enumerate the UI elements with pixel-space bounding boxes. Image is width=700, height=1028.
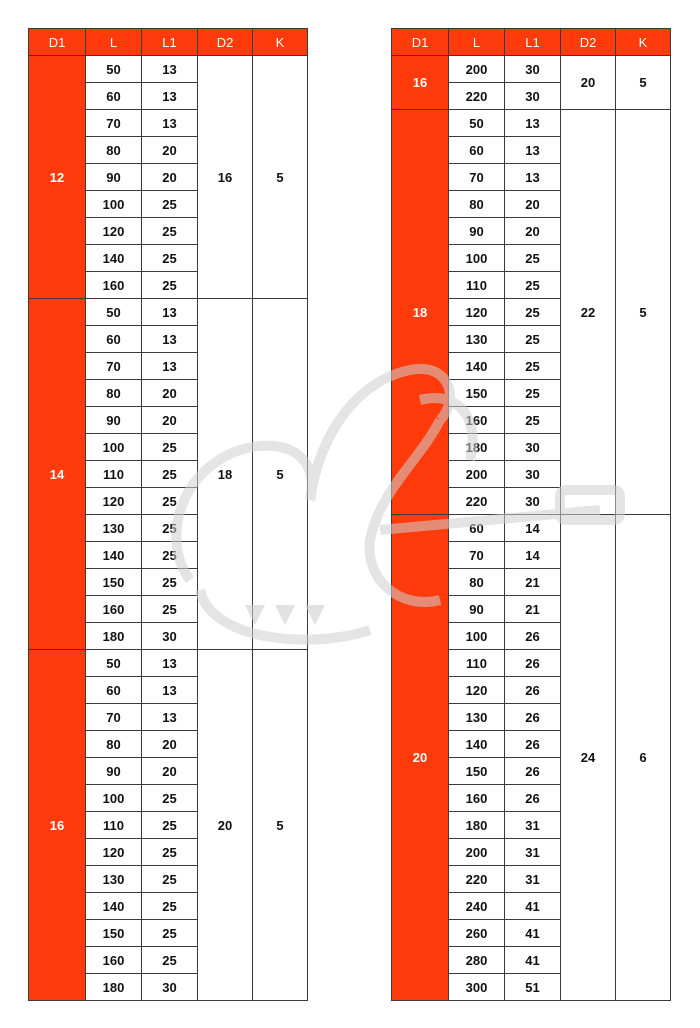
header-row <box>29 29 308 56</box>
l1-cell: 21 <box>505 569 561 596</box>
l-cell: 140 <box>86 542 142 569</box>
l1-cell: 20 <box>142 137 198 164</box>
l-cell: 110 <box>86 461 142 488</box>
l1-cell: 26 <box>505 731 561 758</box>
header-d2: D2 <box>561 29 616 56</box>
l1-cell: 25 <box>505 245 561 272</box>
l-cell: 150 <box>449 380 505 407</box>
header-k: K <box>253 29 308 56</box>
l-cell: 160 <box>449 785 505 812</box>
l1-cell: 31 <box>505 812 561 839</box>
spec-table-right <box>391 28 671 1001</box>
d2-cell: 16 <box>198 56 253 299</box>
l-cell: 180 <box>86 974 142 1001</box>
l1-cell: 25 <box>142 839 198 866</box>
l1-cell: 25 <box>505 272 561 299</box>
l-cell: 80 <box>449 191 505 218</box>
l1-cell: 13 <box>142 83 198 110</box>
l-cell: 50 <box>86 299 142 326</box>
l-cell: 90 <box>449 218 505 245</box>
l-cell: 120 <box>449 677 505 704</box>
l-cell: 70 <box>449 542 505 569</box>
l-cell: 60 <box>86 83 142 110</box>
l-cell: 140 <box>86 245 142 272</box>
l1-cell: 25 <box>142 515 198 542</box>
l1-cell: 30 <box>142 974 198 1001</box>
l1-cell: 13 <box>142 704 198 731</box>
l1-cell: 31 <box>505 866 561 893</box>
l-cell: 150 <box>449 758 505 785</box>
l1-cell: 13 <box>142 56 198 83</box>
l1-cell: 25 <box>505 299 561 326</box>
header-l: L <box>86 29 142 56</box>
l-cell: 60 <box>449 515 505 542</box>
l-cell: 130 <box>449 704 505 731</box>
l1-cell: 25 <box>142 866 198 893</box>
l1-cell: 25 <box>142 920 198 947</box>
header-row <box>392 29 671 56</box>
table-row <box>29 650 308 677</box>
table-row <box>392 515 671 542</box>
l1-cell: 26 <box>505 758 561 785</box>
l1-cell: 41 <box>505 947 561 974</box>
d1-cell: 14 <box>29 299 86 650</box>
l1-cell: 13 <box>505 164 561 191</box>
l-cell: 100 <box>86 434 142 461</box>
l1-cell: 20 <box>142 758 198 785</box>
l1-cell: 25 <box>142 461 198 488</box>
l1-cell: 30 <box>505 56 561 83</box>
l-cell: 50 <box>86 650 142 677</box>
l-cell: 140 <box>449 731 505 758</box>
l1-cell: 25 <box>505 407 561 434</box>
d2-cell: 22 <box>561 110 616 515</box>
l-cell: 120 <box>449 299 505 326</box>
l1-cell: 13 <box>505 110 561 137</box>
d1-cell: 16 <box>29 650 86 1001</box>
l-cell: 110 <box>86 812 142 839</box>
header-l1: L1 <box>505 29 561 56</box>
l1-cell: 13 <box>142 677 198 704</box>
l-cell: 80 <box>86 380 142 407</box>
l-cell: 130 <box>449 326 505 353</box>
l1-cell: 30 <box>505 461 561 488</box>
header-d2: D2 <box>198 29 253 56</box>
l1-cell: 25 <box>142 812 198 839</box>
d2-cell: 20 <box>561 56 616 110</box>
l1-cell: 13 <box>142 326 198 353</box>
l-cell: 180 <box>86 623 142 650</box>
l1-cell: 30 <box>505 83 561 110</box>
d2-cell: 24 <box>561 515 616 1001</box>
d1-cell: 16 <box>392 56 449 110</box>
l1-cell: 14 <box>505 515 561 542</box>
l1-cell: 25 <box>142 569 198 596</box>
l-cell: 110 <box>449 272 505 299</box>
l-cell: 80 <box>449 569 505 596</box>
l-cell: 130 <box>86 515 142 542</box>
l-cell: 180 <box>449 812 505 839</box>
d2-cell: 18 <box>198 299 253 650</box>
l1-cell: 41 <box>505 893 561 920</box>
l-cell: 180 <box>449 434 505 461</box>
l1-cell: 30 <box>505 488 561 515</box>
l1-cell: 25 <box>142 272 198 299</box>
l-cell: 120 <box>86 488 142 515</box>
header-l1: L1 <box>142 29 198 56</box>
l-cell: 160 <box>449 407 505 434</box>
l-cell: 100 <box>449 245 505 272</box>
table-row <box>392 56 671 83</box>
k-cell: 5 <box>253 299 308 650</box>
l-cell: 90 <box>86 407 142 434</box>
l1-cell: 25 <box>142 218 198 245</box>
l1-cell: 25 <box>142 785 198 812</box>
l-cell: 90 <box>86 164 142 191</box>
l1-cell: 26 <box>505 650 561 677</box>
l1-cell: 14 <box>505 542 561 569</box>
d1-cell: 18 <box>392 110 449 515</box>
k-cell: 5 <box>616 56 671 110</box>
l-cell: 60 <box>86 677 142 704</box>
l1-cell: 25 <box>142 488 198 515</box>
l1-cell: 25 <box>505 380 561 407</box>
table-row <box>29 56 308 83</box>
l-cell: 260 <box>449 920 505 947</box>
l-cell: 150 <box>86 569 142 596</box>
l-cell: 120 <box>86 218 142 245</box>
l1-cell: 25 <box>142 947 198 974</box>
l1-cell: 13 <box>142 353 198 380</box>
spec-table-left <box>28 28 308 1001</box>
l-cell: 100 <box>86 785 142 812</box>
l-cell: 200 <box>449 461 505 488</box>
k-cell: 5 <box>616 110 671 515</box>
l-cell: 160 <box>86 596 142 623</box>
table-row <box>392 110 671 137</box>
l-cell: 50 <box>86 56 142 83</box>
l1-cell: 25 <box>505 326 561 353</box>
l-cell: 300 <box>449 974 505 1001</box>
header-l: L <box>449 29 505 56</box>
l-cell: 200 <box>449 56 505 83</box>
k-cell: 5 <box>253 650 308 1001</box>
l-cell: 70 <box>449 164 505 191</box>
l-cell: 220 <box>449 488 505 515</box>
l1-cell: 13 <box>142 110 198 137</box>
l-cell: 220 <box>449 866 505 893</box>
d1-cell: 12 <box>29 56 86 299</box>
l-cell: 120 <box>86 839 142 866</box>
l-cell: 140 <box>86 893 142 920</box>
l1-cell: 25 <box>142 191 198 218</box>
l1-cell: 26 <box>505 704 561 731</box>
l1-cell: 26 <box>505 785 561 812</box>
l1-cell: 13 <box>142 650 198 677</box>
l-cell: 240 <box>449 893 505 920</box>
l-cell: 220 <box>449 83 505 110</box>
l1-cell: 26 <box>505 623 561 650</box>
l1-cell: 20 <box>142 731 198 758</box>
l1-cell: 25 <box>142 596 198 623</box>
header-k: K <box>616 29 671 56</box>
d2-cell: 20 <box>198 650 253 1001</box>
l-cell: 140 <box>449 353 505 380</box>
l1-cell: 25 <box>142 893 198 920</box>
l-cell: 160 <box>86 947 142 974</box>
l1-cell: 20 <box>142 380 198 407</box>
l1-cell: 20 <box>142 164 198 191</box>
l-cell: 280 <box>449 947 505 974</box>
l1-cell: 13 <box>142 299 198 326</box>
l1-cell: 20 <box>505 218 561 245</box>
l-cell: 90 <box>449 596 505 623</box>
l1-cell: 20 <box>505 191 561 218</box>
l1-cell: 25 <box>505 353 561 380</box>
l-cell: 80 <box>86 137 142 164</box>
l1-cell: 30 <box>142 623 198 650</box>
l-cell: 200 <box>449 839 505 866</box>
table-row <box>29 299 308 326</box>
l-cell: 90 <box>86 758 142 785</box>
l1-cell: 30 <box>505 434 561 461</box>
l1-cell: 13 <box>505 137 561 164</box>
l-cell: 70 <box>86 110 142 137</box>
l-cell: 60 <box>86 326 142 353</box>
l1-cell: 25 <box>142 245 198 272</box>
l-cell: 70 <box>86 704 142 731</box>
l-cell: 100 <box>86 191 142 218</box>
l-cell: 130 <box>86 866 142 893</box>
header-d1: D1 <box>392 29 449 56</box>
l-cell: 80 <box>86 731 142 758</box>
l1-cell: 21 <box>505 596 561 623</box>
l1-cell: 51 <box>505 974 561 1001</box>
l-cell: 60 <box>449 137 505 164</box>
l-cell: 70 <box>86 353 142 380</box>
l1-cell: 20 <box>142 407 198 434</box>
l1-cell: 25 <box>142 434 198 461</box>
k-cell: 6 <box>616 515 671 1001</box>
l1-cell: 31 <box>505 839 561 866</box>
l1-cell: 41 <box>505 920 561 947</box>
l-cell: 50 <box>449 110 505 137</box>
k-cell: 5 <box>253 56 308 299</box>
d1-cell: 20 <box>392 515 449 1001</box>
l1-cell: 25 <box>142 542 198 569</box>
l-cell: 100 <box>449 623 505 650</box>
l1-cell: 26 <box>505 677 561 704</box>
l-cell: 110 <box>449 650 505 677</box>
header-d1: D1 <box>29 29 86 56</box>
l-cell: 150 <box>86 920 142 947</box>
l-cell: 160 <box>86 272 142 299</box>
